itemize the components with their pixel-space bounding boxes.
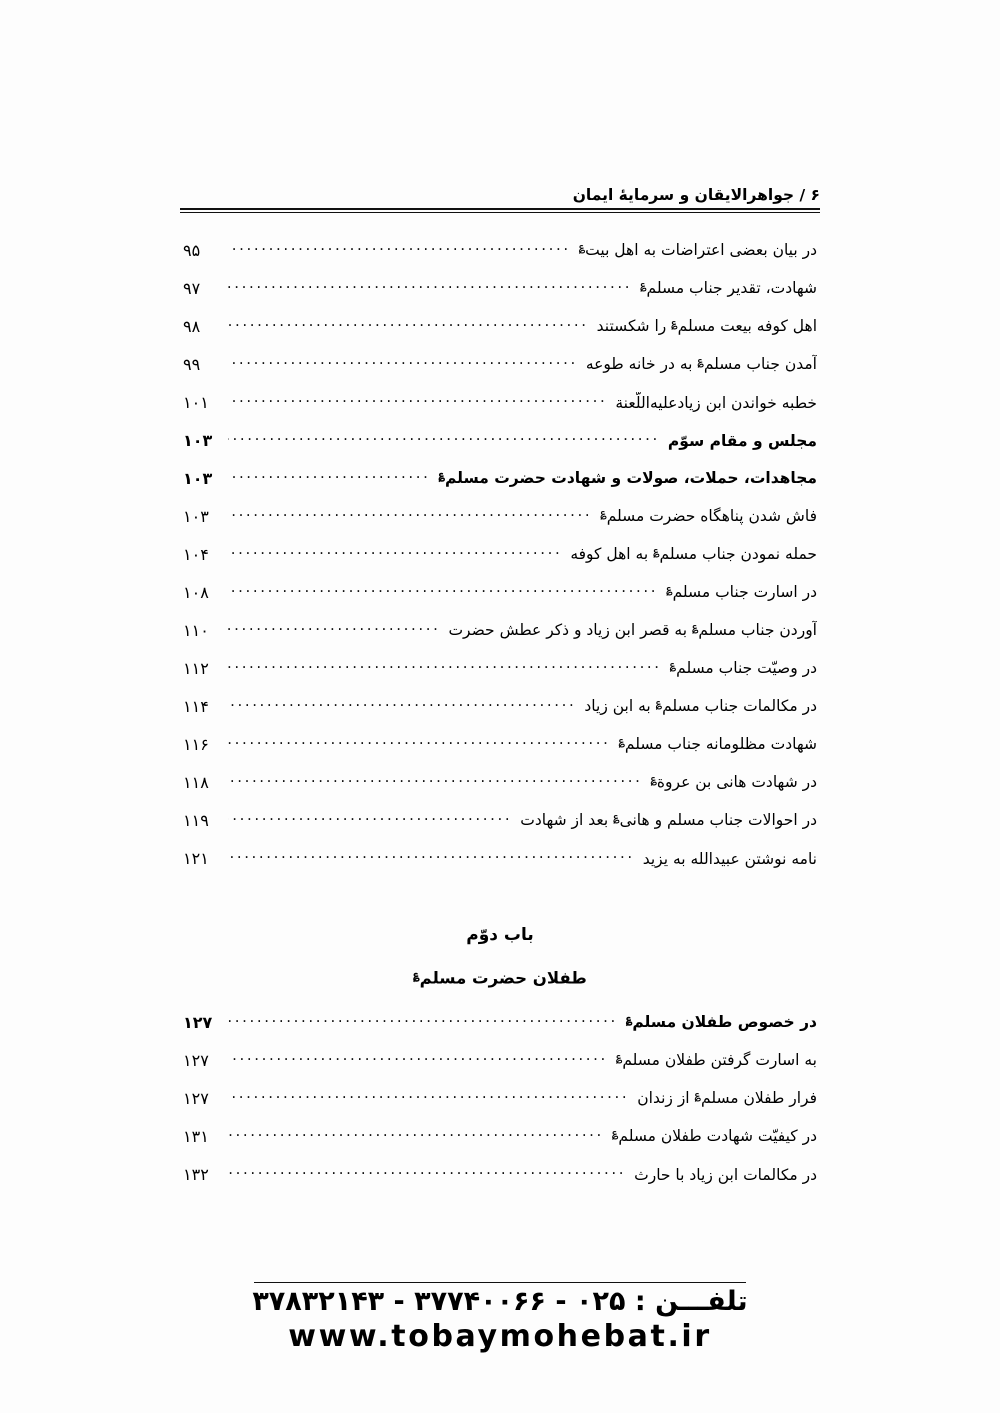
honorific-icon: ؏ bbox=[413, 968, 420, 981]
toc-entry-title: در وصیّت جناب مسلم؏ bbox=[669, 658, 817, 678]
honorific-icon: ؏ bbox=[694, 1088, 701, 1102]
toc-leader-dots bbox=[228, 392, 607, 408]
toc-leader-dots bbox=[228, 1012, 618, 1028]
honorific-icon: ؏ bbox=[666, 582, 673, 596]
toc-entry[interactable] bbox=[183, 1012, 817, 1050]
honorific-icon: ؏ bbox=[669, 658, 677, 672]
honorific-icon: ؏ bbox=[578, 240, 586, 254]
honorific-icon: ؏ bbox=[691, 620, 699, 634]
toc-entry-page-number: ۱۰۴ bbox=[183, 544, 209, 564]
toc-entry-title: فاش شدن پناهگاه حضرت مسلم؏ bbox=[600, 506, 817, 526]
honorific-icon: ؏ bbox=[697, 354, 704, 368]
toc-entry[interactable] bbox=[183, 316, 817, 354]
toc-entry[interactable] bbox=[183, 848, 817, 886]
toc-leader-dots bbox=[228, 544, 562, 560]
toc-entry[interactable] bbox=[183, 468, 817, 506]
honorific-icon: ؏ bbox=[640, 278, 647, 292]
footer-rule bbox=[254, 1282, 746, 1283]
toc-section-one bbox=[183, 240, 817, 886]
toc-leader-dots bbox=[228, 468, 431, 484]
toc-entry-title: به اسارت گرفتن طفلان مسلم؏ bbox=[615, 1050, 817, 1070]
toc-entry-page-number: ۱۱۲ bbox=[183, 658, 209, 678]
page-header bbox=[180, 186, 820, 213]
toc-entry[interactable] bbox=[183, 544, 817, 582]
toc-entry[interactable] bbox=[183, 658, 817, 696]
toc-leader-dots bbox=[228, 848, 635, 864]
toc-leader-dots bbox=[228, 430, 660, 446]
toc-leader-dots bbox=[228, 810, 512, 826]
toc-leader-dots bbox=[228, 772, 642, 788]
chapter-subject bbox=[183, 967, 817, 988]
toc-entry[interactable] bbox=[183, 430, 817, 468]
toc-leader-dots bbox=[228, 1050, 608, 1066]
toc-entry-page-number: ۱۱۴ bbox=[183, 696, 209, 716]
toc-entry-page-number: ۱۱۰ bbox=[183, 620, 209, 640]
toc-entry-page-number: ۹۷ bbox=[183, 278, 201, 298]
toc-entry[interactable] bbox=[183, 772, 817, 810]
chapter-heading-block bbox=[183, 925, 817, 988]
toc-leader-dots bbox=[228, 240, 571, 256]
toc-entry[interactable] bbox=[183, 810, 817, 848]
phone-label: تلفـــن : bbox=[634, 1286, 748, 1317]
toc-leader-dots bbox=[228, 316, 589, 332]
toc-entry-title: اهل کوفه بیعت مسلم؏ را شکستند bbox=[596, 316, 817, 336]
honorific-icon: ؏ bbox=[615, 1050, 623, 1064]
toc-entry-title: آمدن جناب مسلم؏ به در خانه طوعه bbox=[585, 354, 817, 374]
honorific-icon: ؏ bbox=[625, 1012, 633, 1026]
toc-entry-page-number: ۹۸ bbox=[183, 316, 201, 336]
toc-leader-dots bbox=[228, 696, 576, 712]
toc-entry[interactable] bbox=[183, 582, 817, 620]
toc-entry-page-number: ۱۰۳ bbox=[183, 430, 213, 450]
honorific-icon: ؏ bbox=[600, 506, 607, 520]
toc-entry-title: آوردن جناب مسلم؏ به قصر ابن زیاد و ذکر عطش حضرت bbox=[448, 620, 817, 640]
toc-entry-page-number: ۹۵ bbox=[183, 240, 201, 260]
toc-leader-dots bbox=[228, 582, 658, 598]
toc-entry-title: در شهادت هانی بن عروة؏ bbox=[650, 772, 817, 792]
toc-entry-page-number: ۱۲۷ bbox=[183, 1050, 209, 1070]
toc-leader-dots bbox=[228, 1126, 604, 1142]
toc-entry-title: شهادت، تقدیر جناب مسلم؏ bbox=[640, 278, 817, 298]
toc-entry-page-number: ۱۰۸ bbox=[183, 582, 209, 602]
honorific-icon: ؏ bbox=[653, 544, 660, 558]
toc-entry-page-number: ۱۲۷ bbox=[183, 1088, 209, 1108]
honorific-icon: ؏ bbox=[650, 772, 657, 786]
toc-entry-page-number: ۱۰۱ bbox=[183, 392, 209, 412]
toc-entry-title: مجاهدات، حملات، صولات و شهادت حضرت مسلم؏ bbox=[438, 468, 817, 488]
toc-entry-title: در مکالمات جناب مسلم؏ به ابن زیاد bbox=[584, 696, 817, 716]
honorific-icon: ؏ bbox=[618, 734, 625, 748]
footer-website[interactable]: www.tobaymohebat.ir bbox=[288, 1319, 712, 1355]
toc-entry-page-number: ۱۱۹ bbox=[183, 810, 209, 830]
honorific-icon: ؏ bbox=[671, 316, 678, 330]
toc-section-two bbox=[183, 1012, 817, 1202]
toc-entry-title: حمله نمودن جناب مسلم؏ به اهل کوفه bbox=[570, 544, 817, 564]
toc-entry-title: در مکالمات ابن زیاد با حارث bbox=[634, 1165, 817, 1184]
page-footer bbox=[0, 1282, 1000, 1354]
honorific-icon: ؏ bbox=[438, 468, 445, 482]
toc-entry[interactable] bbox=[183, 354, 817, 392]
toc-entry[interactable] bbox=[183, 506, 817, 544]
header-double-rule bbox=[180, 208, 820, 213]
toc-entry-title: در احوالات جناب مسلم و هانی؏ بعد از شهادت bbox=[520, 810, 817, 830]
toc-entry-title: خطبه خواندن ابن زیادعلیه‌اللّعنة bbox=[615, 393, 817, 412]
toc-entry-title: در اسارت جناب مسلم؏ bbox=[666, 582, 817, 602]
toc-entry-page-number: ۱۱۶ bbox=[183, 734, 209, 754]
toc-entry-page-number: ۱۰۳ bbox=[183, 506, 209, 526]
toc-entry[interactable] bbox=[183, 392, 817, 430]
toc-entry-page-number: ۱۲۷ bbox=[183, 1012, 213, 1032]
phone-numbers: ۰۲۵ - ۳۷۷۴۰۰۶۶ - ۳۷۸۳۲۱۴۳ bbox=[252, 1286, 626, 1317]
running-head: ۶ / جواهرالایقان و سرمایهٔ ایمان bbox=[572, 186, 820, 204]
toc-entry[interactable] bbox=[183, 240, 817, 278]
toc-entry-page-number: ۹۹ bbox=[183, 354, 201, 374]
toc-entry-title: فرار طفلان مسلم؏ از زندان bbox=[637, 1088, 817, 1108]
toc-leader-dots bbox=[228, 658, 662, 674]
toc-leader-dots bbox=[228, 506, 592, 522]
honorific-icon: ؏ bbox=[611, 1126, 619, 1140]
toc-leader-dots bbox=[228, 1164, 626, 1180]
toc-entry[interactable] bbox=[183, 734, 817, 772]
toc-entry-page-number: ۱۰۳ bbox=[183, 468, 213, 488]
toc-entry-title: در خصوص طفلان مسلم؏ bbox=[625, 1012, 817, 1032]
chapter-label: باب دوّم bbox=[466, 925, 534, 945]
toc-leader-dots bbox=[228, 278, 632, 294]
toc-leader-dots bbox=[228, 1088, 629, 1104]
toc-entry[interactable] bbox=[183, 1088, 817, 1126]
toc-entry-title: شهادت مظلومانه جناب مسلم؏ bbox=[618, 734, 817, 754]
toc-entry[interactable] bbox=[183, 1164, 817, 1202]
toc-entry-page-number: ۱۳۱ bbox=[183, 1126, 209, 1146]
toc-entry[interactable] bbox=[183, 278, 817, 316]
toc-leader-dots bbox=[228, 620, 440, 636]
honorific-icon: ؏ bbox=[613, 810, 620, 824]
footer-phone-line bbox=[0, 1286, 1000, 1317]
toc-entry[interactable] bbox=[183, 1126, 817, 1164]
toc-entry-title: در بیان بعضی اعتراضات به اهل بیت؏ bbox=[578, 240, 817, 260]
toc-entry[interactable] bbox=[183, 620, 817, 658]
toc-entry-title: مجلس و مقام سوّم bbox=[667, 431, 817, 450]
toc-leader-dots bbox=[228, 734, 610, 750]
toc-entry-page-number: ۱۳۲ bbox=[183, 1164, 209, 1184]
toc-entry-page-number: ۱۱۸ bbox=[183, 772, 209, 792]
honorific-icon: ؏ bbox=[655, 696, 663, 710]
toc-entry[interactable] bbox=[183, 1050, 817, 1088]
toc-leader-dots bbox=[228, 354, 578, 370]
toc-entry-title: نامه نوشتن عبیدالله به یزید bbox=[642, 849, 817, 868]
toc-entry-page-number: ۱۲۱ bbox=[183, 848, 209, 868]
chapter-subject-text: طفلان حضرت مسلم bbox=[419, 968, 587, 988]
toc-entry-title: در کیفیّت شهادت طفلان مسلم؏ bbox=[611, 1126, 817, 1146]
toc-entry[interactable] bbox=[183, 696, 817, 734]
